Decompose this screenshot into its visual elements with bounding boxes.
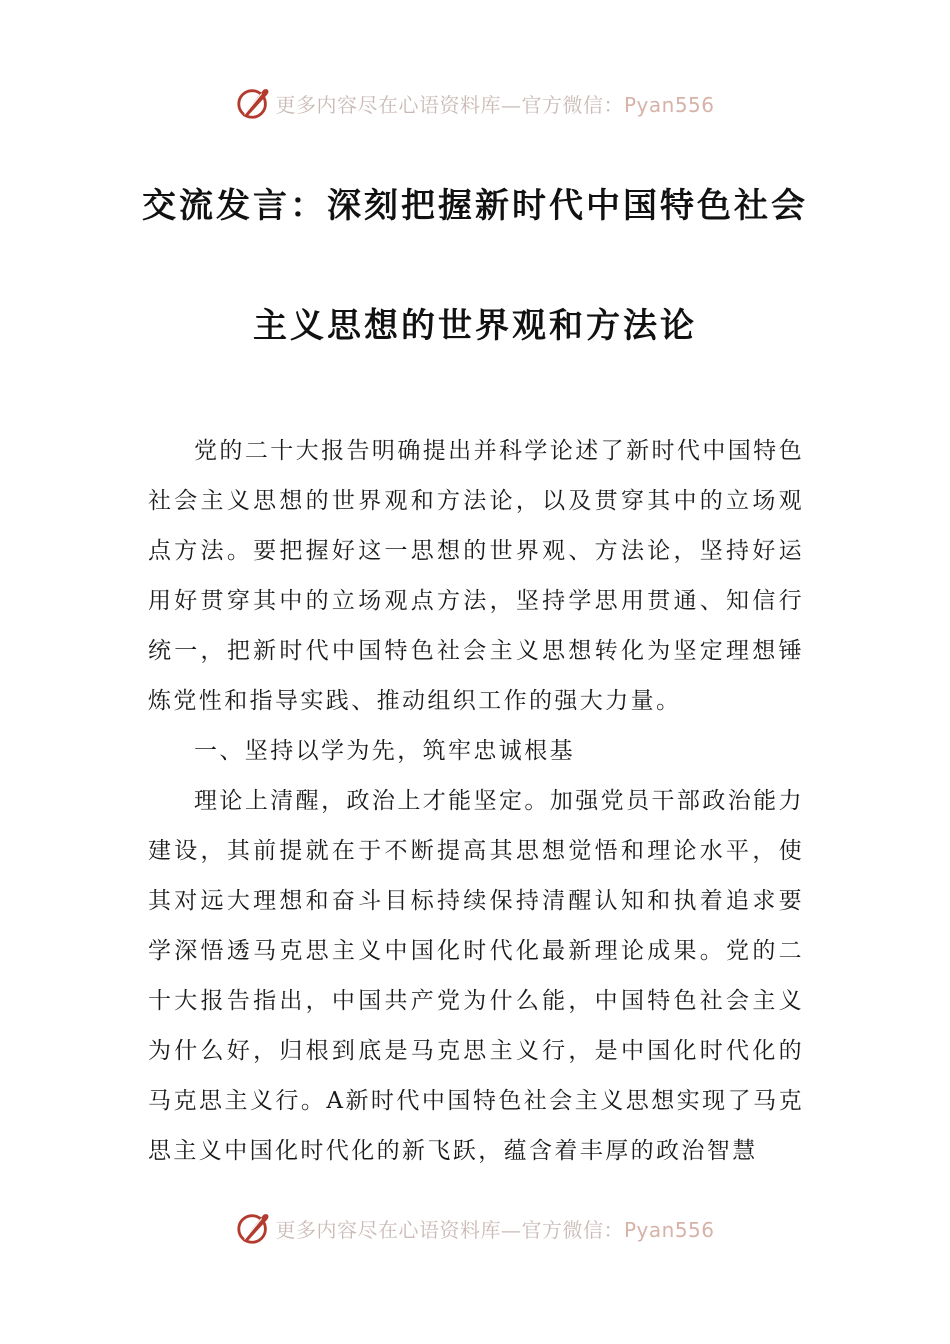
watermark-footer: [0, 1206, 950, 1250]
watermark-header: [0, 81, 950, 125]
section-heading-1: 一、坚持以学为先，筑牢忠诚根基: [194, 738, 575, 764]
paragraph-intro: 党的二十大报告明确提出并科学论述了新时代中国特色社会主义思想的世界观和方法论，以及贯穿其中的立场观点方法。要把握好这一思想的世界观、方法论，坚持好运用好贯穿其中的立场观点方法，坚持学思用贯通、知信行统一，把新时代中国特色社会主义思想转化为坚定理想锤炼党性和指导实践、推动组织工作的强大力量。: [148, 438, 804, 714]
document-title-line-1: 交流发言：深刻把握新时代中国特色社会: [142, 186, 808, 226]
document-body: [148, 426, 804, 1176]
watermark-text: 更多内容尽在心语资料库—官方微信：Pyan556: [275, 1217, 715, 1242]
watermark-text: 更多内容尽在心语资料库—官方微信：Pyan556: [275, 92, 715, 117]
paragraph-section-1: 理论上清醒，政治上才能坚定。加强党员干部政治能力建设，其前提就在于不断提高其思想觉悟和理论水平，使其对远大理想和奋斗目标持续保持清醒认知和执着追求要学深悟透马克思主义中国化时代化最新理论成果。党的二十大报告指出，中国共产党为什么能，中国特色社会主义为什么好，归根到底是马克思主义行，是中国化时代化的马克思主义行。A新时代中国特色社会主义思想实现了马克思主义中国化时代化的新飞跃，蕴含着丰厚的政治智慧: [148, 788, 804, 1164]
feather-pen-logo-icon: [235, 1209, 273, 1247]
feather-pen-logo-icon: [235, 84, 273, 122]
document-title-line-2: 主义思想的世界观和方法论: [253, 306, 697, 346]
wechat-id: Pyan556: [623, 92, 715, 117]
wechat-id: Pyan556: [623, 1217, 715, 1242]
